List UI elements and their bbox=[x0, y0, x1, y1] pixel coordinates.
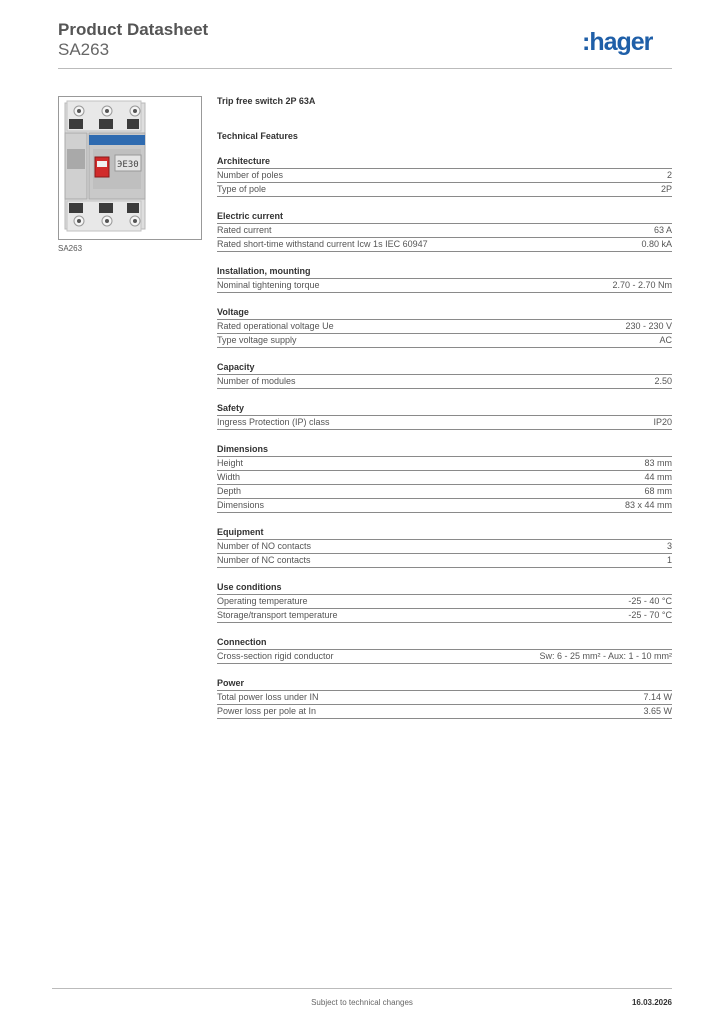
feature-sections bbox=[217, 156, 672, 719]
spec-label: Number of NC contacts bbox=[217, 555, 311, 565]
circuit-switch-illustration bbox=[59, 97, 201, 239]
spec-label: Rated short-time withstand current Icw 1s IEC 60947 bbox=[217, 239, 428, 249]
section-title: Power bbox=[217, 678, 672, 691]
spec-row bbox=[217, 471, 672, 485]
spec-row bbox=[217, 554, 672, 568]
spec-row bbox=[217, 169, 672, 183]
spec-row bbox=[217, 183, 672, 197]
spec-value: 3 bbox=[666, 541, 672, 551]
section-title: Installation, mounting bbox=[217, 266, 672, 279]
spec-value: 68 mm bbox=[644, 486, 672, 496]
svg-text:ЭЕЗ0: ЭЕЗ0 bbox=[117, 160, 139, 170]
spec-label: Number of NO contacts bbox=[217, 541, 312, 551]
section bbox=[217, 266, 672, 293]
document-subtitle: SA263 bbox=[58, 40, 110, 59]
spec-value: AC bbox=[659, 335, 672, 345]
spec-label: Height bbox=[217, 458, 244, 468]
spec-value: 2P bbox=[660, 184, 672, 194]
spec-label: Nominal tightening torque bbox=[217, 280, 320, 290]
spec-label: Ingress Protection (IP) class bbox=[217, 417, 330, 427]
spec-label: Depth bbox=[217, 486, 242, 496]
spec-row bbox=[217, 457, 672, 471]
spec-row bbox=[217, 609, 672, 623]
spec-value: 2.70 - 2.70 Nm bbox=[612, 280, 672, 290]
spec-label: Rated current bbox=[217, 225, 272, 235]
spec-label: Operating temperature bbox=[217, 596, 308, 606]
image-caption: SA263 bbox=[58, 244, 83, 253]
spec-label: Rated operational voltage Ue bbox=[217, 321, 334, 331]
product-image bbox=[58, 96, 202, 240]
document-header bbox=[58, 20, 208, 60]
spec-value: -25 - 40 °C bbox=[628, 596, 672, 606]
spec-row bbox=[217, 595, 672, 609]
section bbox=[217, 307, 672, 348]
spec-row bbox=[217, 705, 672, 719]
spec-value: -25 - 70 °C bbox=[628, 610, 672, 620]
spec-row bbox=[217, 279, 672, 293]
section-title: Safety bbox=[217, 403, 672, 416]
spec-label: Type of pole bbox=[217, 184, 267, 194]
section bbox=[217, 211, 672, 252]
spec-row bbox=[217, 650, 672, 664]
spec-row bbox=[217, 540, 672, 554]
spec-value: 230 - 230 V bbox=[625, 321, 672, 331]
datasheet-content bbox=[217, 96, 672, 719]
spec-value: 7.14 W bbox=[643, 692, 672, 702]
spec-row bbox=[217, 375, 672, 389]
spec-label: Number of poles bbox=[217, 170, 284, 180]
section-title: Capacity bbox=[217, 362, 672, 375]
spec-row bbox=[217, 691, 672, 705]
spec-value: Sw: 6 - 25 mm² - Aux: 1 - 10 mm² bbox=[539, 651, 672, 661]
spec-label: Type voltage supply bbox=[217, 335, 297, 345]
spec-label: Cross-section rigid conductor bbox=[217, 651, 334, 661]
section-title: Dimensions bbox=[217, 444, 672, 457]
spec-label: Width bbox=[217, 472, 241, 482]
spec-row bbox=[217, 224, 672, 238]
section-title: Equipment bbox=[217, 527, 672, 540]
section-title: Architecture bbox=[217, 156, 672, 169]
section bbox=[217, 637, 672, 664]
footer-date: 16.03.2026 bbox=[631, 998, 672, 1007]
hager-logo bbox=[582, 28, 672, 56]
spec-label: Total power loss under IN bbox=[217, 692, 319, 702]
section-title: Electric current bbox=[217, 211, 672, 224]
spec-value: 83 x 44 mm bbox=[624, 500, 672, 510]
spec-row bbox=[217, 485, 672, 499]
header-divider bbox=[58, 68, 672, 69]
section bbox=[217, 678, 672, 719]
brand-wordmark: :hager bbox=[582, 28, 653, 56]
spec-row bbox=[217, 334, 672, 348]
spec-label: Storage/transport temperature bbox=[217, 610, 338, 620]
spec-value: 1 bbox=[666, 555, 672, 565]
spec-row bbox=[217, 320, 672, 334]
section bbox=[217, 582, 672, 623]
spec-value: 63 A bbox=[653, 225, 672, 235]
spec-value: 83 mm bbox=[644, 458, 672, 468]
section bbox=[217, 403, 672, 430]
spec-label: Power loss per pole at In bbox=[217, 706, 317, 716]
section bbox=[217, 527, 672, 568]
document-title: Product Datasheet bbox=[58, 20, 209, 39]
section bbox=[217, 362, 672, 389]
spec-value: 3.65 W bbox=[643, 706, 672, 716]
technical-features-heading: Technical Features bbox=[217, 131, 298, 141]
spec-label: Dimensions bbox=[217, 500, 265, 510]
spec-row bbox=[217, 416, 672, 430]
spec-value: 0.80 kA bbox=[641, 239, 672, 249]
spec-row bbox=[217, 238, 672, 252]
product-name: Trip free switch 2P 63A bbox=[217, 96, 316, 106]
section bbox=[217, 444, 672, 513]
footer-divider bbox=[52, 988, 672, 989]
spec-value: 2.50 bbox=[654, 376, 672, 386]
spec-row bbox=[217, 499, 672, 513]
spec-value: 44 mm bbox=[644, 472, 672, 482]
footer-note: Subject to technical changes bbox=[311, 998, 413, 1007]
section-title: Use conditions bbox=[217, 582, 672, 595]
section-title: Connection bbox=[217, 637, 672, 650]
spec-value: 2 bbox=[666, 170, 672, 180]
spec-label: Number of modules bbox=[217, 376, 296, 386]
section-title: Voltage bbox=[217, 307, 672, 320]
spec-value: IP20 bbox=[653, 417, 672, 427]
section bbox=[217, 156, 672, 197]
